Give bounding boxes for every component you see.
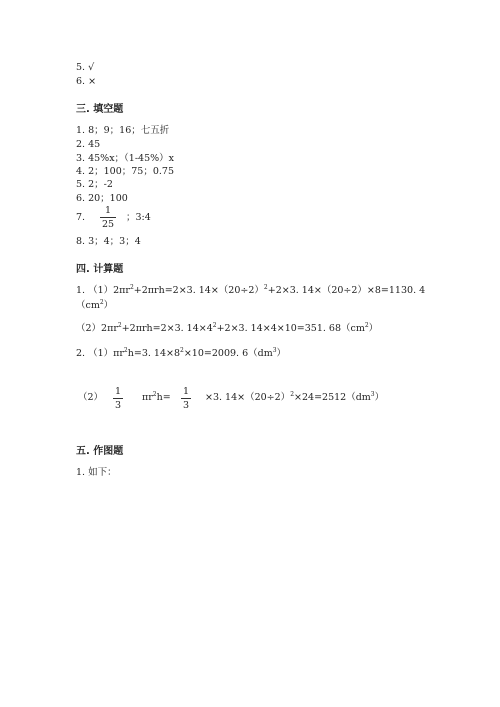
calc-text: （2）2πr — [76, 323, 118, 334]
calc-line-1a — [76, 285, 425, 297]
fraction — [181, 386, 191, 411]
exponent: 2 — [123, 346, 128, 354]
calc-text: ×10=2009. 6（dm — [183, 348, 273, 359]
calc-text: +2πrh=2×3. 14×4 — [121, 323, 213, 334]
exponent: 2 — [290, 390, 295, 398]
fraction-numerator: 1 — [183, 386, 190, 397]
calc-text: ） — [276, 348, 287, 359]
answer-line: 6. × — [76, 76, 97, 87]
calc-text-mid — [142, 392, 171, 404]
exponent: 2 — [117, 321, 122, 329]
exponent: 3 — [370, 390, 375, 398]
answer-line-7 — [76, 212, 85, 224]
calc-text: +2×3. 14×4×10=351. 68（cm — [216, 323, 365, 334]
item-number: 7. — [76, 212, 86, 223]
exponent: 2 — [180, 346, 184, 354]
calc-text: h= — [156, 392, 171, 403]
answer-line: 6. 20；100 — [76, 193, 128, 204]
calc-text: ） — [374, 392, 385, 403]
fraction — [100, 205, 116, 230]
answer-line: 8. 3；4；3；4 — [76, 236, 141, 247]
calc-line-2a — [76, 348, 286, 360]
fraction-bar — [100, 217, 116, 218]
answer-line: 5. 2；-2 — [76, 179, 113, 190]
exponent: 2 — [99, 298, 104, 306]
calc-label: （2） — [78, 392, 104, 403]
calc-line-1b — [76, 323, 378, 335]
calc-text: 2. （1）πr — [76, 348, 124, 359]
answer-line: 5. √ — [76, 62, 95, 73]
answer-line: 3. 45%x；（1-45%）x — [76, 153, 175, 164]
calc-text: ×3. 14×（20÷2） — [205, 392, 291, 403]
exponent: 3 — [272, 346, 277, 354]
exponent: 2 — [152, 390, 157, 398]
fraction-bar — [181, 398, 191, 399]
fraction-numerator: 1 — [105, 205, 112, 216]
calc-text: 1. （1）2πr — [76, 285, 130, 296]
fraction-denominator: 25 — [102, 219, 115, 230]
fraction-denominator: 3 — [183, 400, 190, 411]
answer-suffix: ；3:4 — [126, 212, 151, 223]
answer-line: 2. 45 — [76, 139, 101, 150]
answer-line: 1. 如下： — [76, 467, 117, 478]
calc-text: ） — [103, 300, 114, 311]
exponent: 2 — [212, 321, 217, 329]
calc-text: +2πrh=2×3. 14×（20÷2） — [133, 285, 264, 296]
calc-text: h=3. 14×8 — [127, 348, 181, 359]
exponent: 2 — [263, 283, 268, 291]
calc-text: +2×3. 14×（20÷2）×8=1130. 4 — [267, 285, 426, 296]
calc-text-end — [205, 392, 384, 404]
exponent: 2 — [129, 283, 134, 291]
calc-line-1a-cont — [76, 300, 113, 312]
calc-text: （cm — [76, 300, 100, 311]
calc-text: πr — [142, 392, 153, 403]
fraction-bar — [113, 398, 123, 399]
fraction-numerator: 1 — [115, 386, 122, 397]
fraction-denominator: 3 — [115, 400, 122, 411]
section-heading: 三. 填空题 — [76, 104, 124, 115]
fraction — [113, 386, 123, 411]
calc-text: ） — [368, 323, 379, 334]
answer-line: 1. 8；9；16；七五折 — [76, 125, 170, 136]
answer-line: 4. 2；100；75；0.75 — [76, 166, 175, 177]
exponent: 2 — [364, 321, 369, 329]
section-heading: 五. 作图题 — [76, 446, 124, 457]
calc-text: ×24=2512（dm — [294, 392, 371, 403]
section-heading: 四. 计算题 — [76, 264, 124, 275]
